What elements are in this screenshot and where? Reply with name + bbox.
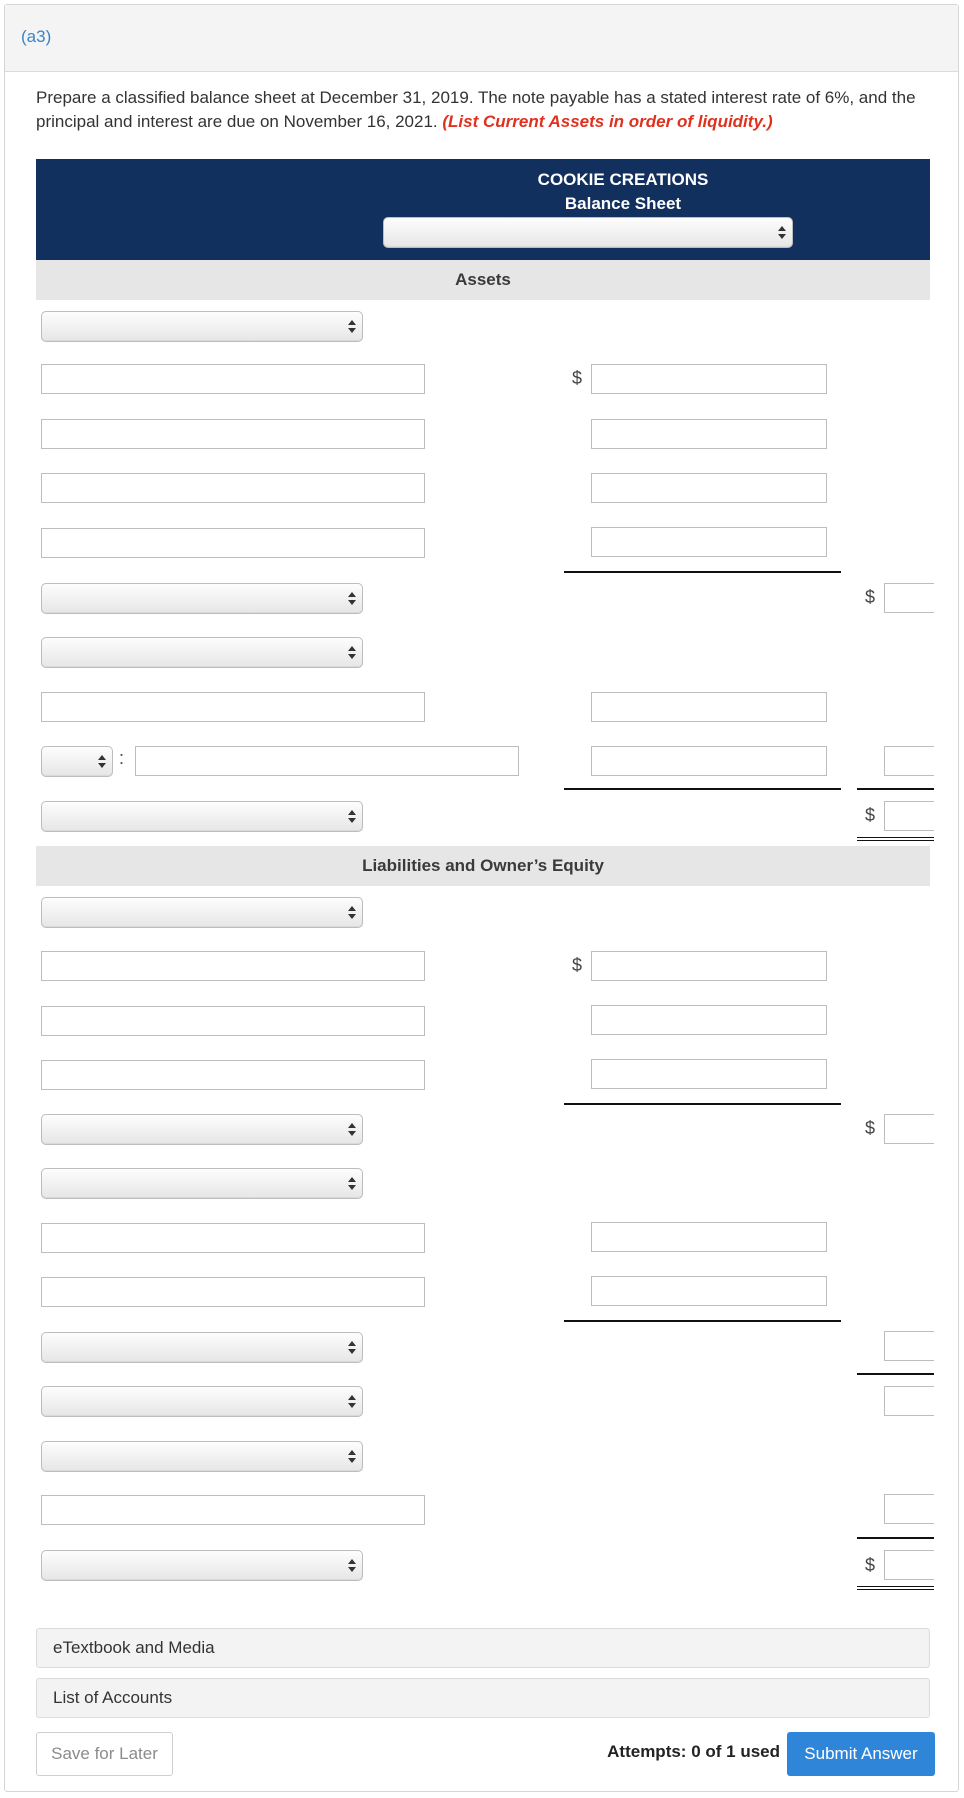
balance-sheet-header [36,159,930,260]
total-liabilities-equity-input[interactable] [884,1550,934,1580]
asset-account-input-4[interactable] [41,528,425,558]
asset-amount-input-4[interactable] [591,527,827,557]
liability-account-input-1[interactable] [41,951,425,981]
select-arrows-icon [348,1122,356,1138]
etextbook-media-link[interactable]: eTextbook and Media [36,1628,930,1668]
asset-net-input[interactable] [884,746,934,776]
liability-amount-input-4[interactable] [591,1222,827,1252]
dollar-sign: $ [864,805,875,825]
total-liabilities-input[interactable] [884,1386,934,1416]
equity-amount-input[interactable] [884,1494,934,1524]
liability-account-input-4[interactable] [41,1223,425,1253]
subtotal-rule [857,788,934,790]
asset-amount-input-1[interactable] [591,364,827,394]
asset-amount-input-2[interactable] [591,419,827,449]
dollar-sign: $ [864,1118,875,1138]
asset-category-select-1[interactable] [41,311,363,342]
asset-account-input-5[interactable] [41,692,425,722]
select-arrows-icon [778,225,786,241]
attempts-counter: Attempts: 0 of 1 used [607,1742,780,1761]
liabilities-heading: Liabilities and Owner’s Equity [36,846,930,886]
double-rule [857,1586,934,1590]
subtotal-rule [857,1373,934,1375]
asset-account-input-3[interactable] [41,473,425,503]
statement-title: Balance Sheet [564,194,682,213]
dollar-sign: $ [571,955,582,975]
dollar-sign: $ [864,1555,875,1575]
liability-total-select-2[interactable] [41,1332,363,1363]
select-arrows-icon [348,1340,356,1356]
asset-total-input-1[interactable] [884,583,934,613]
select-arrows-icon [348,809,356,825]
asset-category-select-2[interactable] [41,637,363,668]
asset-amount-input-6[interactable] [591,746,827,776]
instruction-emphasis: (List Current Assets in order of liquidity.) [442,112,773,131]
select-arrows-icon [348,905,356,921]
liability-account-input-2[interactable] [41,1006,425,1036]
subtotal-rule [564,571,841,573]
asset-amount-input-3[interactable] [591,473,827,503]
question-label: (a3) [21,27,52,46]
double-rule [857,837,934,841]
assets-heading: Assets [36,260,930,300]
equity-category-select[interactable] [41,1441,363,1472]
list-of-accounts-link[interactable]: List of Accounts [36,1678,930,1718]
question-instruction [36,86,936,134]
liability-total-select-1[interactable] [41,1114,363,1145]
select-arrows-icon [348,319,356,335]
select-arrows-icon [348,1176,356,1192]
liability-category-select-2[interactable] [41,1168,363,1199]
subtotal-rule [564,788,841,790]
dollar-sign: $ [571,368,582,388]
liability-total-input-2[interactable] [884,1331,934,1361]
submit-answer-button[interactable]: Submit Answer [787,1732,935,1776]
dollar-sign: $ [864,587,875,607]
company-name: COOKIE CREATIONS [537,170,709,189]
instruction-text: Prepare a classified balance sheet at December 31, 2019. The note payable has a stated interest rate of 6%, and the principal and interest are due on November 16, 2021. [36,88,916,131]
liability-amount-input-3[interactable] [591,1059,827,1089]
deduction-account-input[interactable] [135,746,519,776]
save-for-later-button[interactable]: Save for Later [36,1732,173,1776]
total-assets-input[interactable] [884,801,934,831]
liability-total-input-1[interactable] [884,1114,934,1144]
liability-account-input-3[interactable] [41,1060,425,1090]
asset-account-input-1[interactable] [41,364,425,394]
equity-account-input[interactable] [41,1495,425,1525]
question-header [5,5,958,72]
subtotal-rule [564,1320,841,1322]
liability-amount-input-1[interactable] [591,951,827,981]
asset-amount-input-5[interactable] [591,692,827,722]
select-arrows-icon [348,1558,356,1574]
select-arrows-icon [348,591,356,607]
total-liabilities-equity-select[interactable] [41,1550,363,1581]
deduction-select[interactable] [41,746,113,777]
total-liabilities-select[interactable] [41,1386,363,1417]
select-arrows-icon [348,1394,356,1410]
select-arrows-icon [348,645,356,661]
date-select[interactable] [383,217,793,248]
select-arrows-icon [348,1449,356,1465]
liability-amount-input-5[interactable] [591,1276,827,1306]
subtotal-rule [857,1537,934,1539]
liability-category-select-1[interactable] [41,897,363,928]
total-assets-select[interactable] [41,801,363,832]
colon-separator: : [119,748,125,768]
select-arrows-icon [98,754,106,770]
liability-amount-input-2[interactable] [591,1005,827,1035]
subtotal-rule [564,1103,841,1105]
asset-total-label-select-1[interactable] [41,583,363,614]
asset-account-input-2[interactable] [41,419,425,449]
liability-account-input-5[interactable] [41,1277,425,1307]
